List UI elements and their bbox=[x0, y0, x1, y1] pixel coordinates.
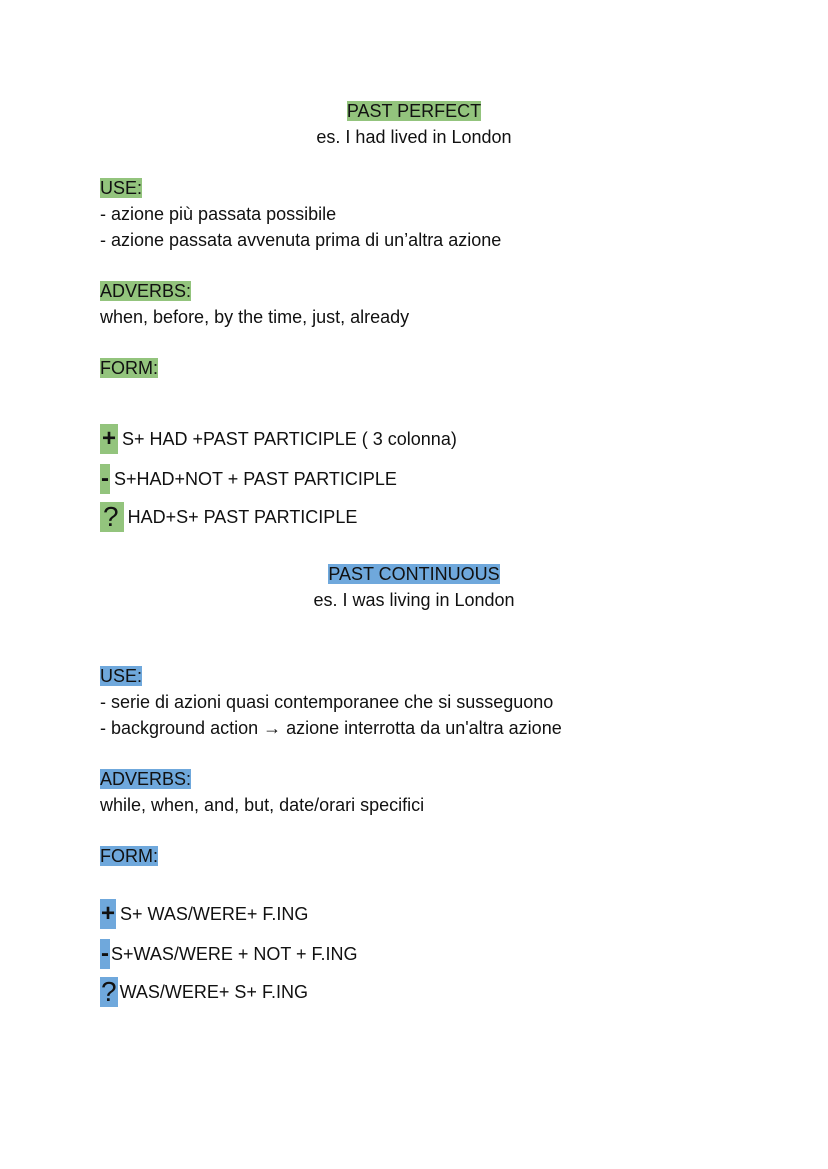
question-symbol: ? bbox=[100, 502, 124, 532]
example-past-continuous: es. I was living in London bbox=[313, 590, 515, 610]
form-row-negative bbox=[100, 939, 358, 969]
adverbs-label bbox=[100, 280, 191, 302]
plus-symbol: + bbox=[101, 900, 116, 927]
minus-symbol: - bbox=[101, 940, 109, 967]
adverbs-list: when, before, by the time, just, already bbox=[100, 307, 410, 327]
form-label-text: FORM: bbox=[100, 358, 158, 378]
form-row-question bbox=[100, 502, 357, 532]
title-text: PAST CONTINUOUS bbox=[328, 564, 500, 584]
plus-symbol: + bbox=[102, 425, 117, 452]
use-label bbox=[100, 665, 142, 687]
use-label-text: USE: bbox=[100, 178, 143, 198]
adverbs-label bbox=[100, 768, 191, 790]
form-text: S+HAD+NOT + PAST PARTICIPLE bbox=[114, 469, 397, 489]
adverbs-list: while, when, and, but, date/orari specifici bbox=[100, 795, 425, 815]
example-past-perfect: es. I had lived in London bbox=[316, 127, 512, 147]
use-label-text: USE: bbox=[100, 666, 143, 686]
section-title-past-perfect bbox=[0, 100, 828, 122]
form-text: S+ WAS/WERE+ F.ING bbox=[120, 904, 309, 924]
title-text: PAST PERFECT bbox=[346, 101, 482, 121]
use-item: - background action → azione interrotta da un'altra azione bbox=[100, 718, 562, 738]
adverbs-label-text: ADVERBS: bbox=[100, 281, 192, 301]
question-symbol: ? bbox=[101, 976, 117, 1007]
minus-symbol: - bbox=[101, 465, 109, 492]
form-row-question bbox=[100, 977, 308, 1007]
form-text: S+WAS/WERE + NOT + F.ING bbox=[111, 944, 358, 964]
form-label-text: FORM: bbox=[100, 846, 158, 866]
form-label bbox=[100, 357, 158, 379]
form-text: HAD+S+ PAST PARTICIPLE bbox=[127, 507, 358, 527]
form-row-affirmative bbox=[100, 424, 457, 454]
form-label bbox=[100, 845, 158, 867]
use-item: - azione più passata possibile bbox=[100, 204, 337, 224]
form-text: S+ HAD +PAST PARTICIPLE ( 3 colonna) bbox=[122, 429, 457, 449]
form-row-affirmative bbox=[100, 899, 308, 929]
adverbs-label-text: ADVERBS: bbox=[100, 769, 192, 789]
use-item: - azione passata avvenuta prima di un’altra azione bbox=[100, 230, 502, 250]
use-item: - serie di azioni quasi contemporanee che si susseguono bbox=[100, 692, 554, 712]
form-text: WAS/WERE+ S+ F.ING bbox=[119, 982, 308, 1002]
section-title-past-continuous bbox=[0, 563, 828, 585]
form-row-negative bbox=[100, 464, 397, 494]
use-label bbox=[100, 177, 142, 199]
